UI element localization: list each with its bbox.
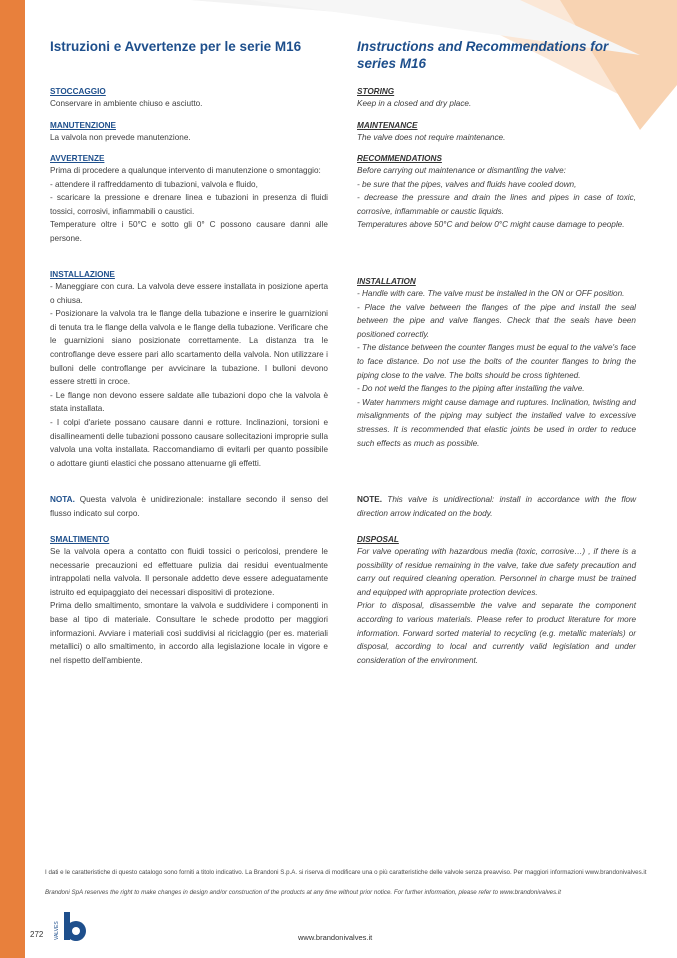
note-label-it: NOTA.: [50, 495, 75, 504]
installation-section-it: [50, 269, 328, 470]
installation-heading-en: INSTALLATION: [357, 277, 416, 286]
installation-heading-it: INSTALLAZIONE: [50, 270, 115, 279]
maintenance-heading-it: MANUTENZIONE: [50, 121, 116, 130]
warnings-line-4-it: Temperature oltre i 50°C e sotto gli 0° C possono causare danni alle persone.: [50, 220, 328, 243]
installation-line-3-en: - The distance between the counter flanges must be equal to the valve's face to face distance. Do not use the bolts of the counter flanges to bring the piping close to the valve. The bolts should be cross tightened.: [357, 343, 636, 380]
recommendations-heading-en: RECOMMENDATIONS: [357, 154, 442, 163]
disclaimer-it: I dati e le caratteristiche di questo catalogo sono forniti a titolo indicativo. La Brandoni S.p.A. si riserva di modificare una o più caratteristiche delle valvole senza preavviso. Per maggiori informazioni www.brandonivalves.it: [45, 869, 647, 876]
warnings-line-3-it: - scaricare la pressione e drenare linea e tubazioni in presenza di fluidi tossici, corrosivi, infiammabili o caustici.: [50, 193, 328, 216]
page-title-en: Instructions and Recommendations for series M16: [357, 39, 609, 71]
disposal-section-en: [357, 534, 636, 667]
storage-text-it: Conservare in ambiente chiuso e asciutto.: [50, 99, 203, 108]
installation-line-1-it: - Maneggiare con cura. La valvola deve essere installata in posizione aperta o chiusa.: [50, 282, 328, 305]
recommendations-line-3-en: - decrease the pressure and drain the lines and pipes in case of toxic, corrosive, inflammable or caustic liquids.: [357, 193, 636, 216]
recommendations-line-1-en: Before carrying out maintenance or dismantling the valve:: [357, 166, 566, 175]
brandoni-logo-icon: [55, 910, 91, 944]
disposal-line-1-it: Se la valvola opera a contatto con fluidi tossici o pericolosi, prendere le necessarie precauzioni ed effettuare pulizia dai residui eventualmente intrappolati nella valvola. Il personale addetto deve essere adeguatamente istruito ed equipaggiato dei necessari dispositivi di protezione.: [50, 547, 328, 597]
note-body-it: Questa valvola è unidirezionale: installare secondo il senso del flusso indicato sul corpo.: [50, 495, 328, 518]
page-number: 272: [30, 930, 44, 939]
storage-heading-en: STORING: [357, 87, 395, 96]
note-label-en: NOTE.: [357, 495, 383, 504]
recommendations-line-2-en: - be sure that the pipes, valves and fluids have cooled down,: [357, 179, 577, 189]
installation-line-5-en: - Water hammers might cause damage and ruptures. Inclination, twisting and misalignments of the piping may subject the installed valve to excessive stresses. It is recommended that elastic joints be used in order to reduce such effects as much as possible.: [357, 397, 636, 448]
logo-text: VALVES: [54, 921, 60, 940]
recommendations-line-4-en: Temperatures above 50°C and below 0°C might cause damage to people.: [357, 220, 625, 230]
disposal-heading-it: SMALTIMENTO: [50, 535, 110, 544]
maintenance-section-en: [357, 120, 636, 145]
storage-section-en: [357, 86, 636, 111]
warnings-line-1-it: Prima di procedere a qualunque intervento di manutenzione o smontaggio:: [50, 166, 321, 175]
disposal-line-1-en: For valve operating with hazardous media (toxic, corrosive…) , if there is a possibility of residue remaining in the valve, take due safety precaution and carry out required cleaning operation. Personnel in charge must be trained and equipped with appropriate protection devices.: [357, 547, 636, 597]
installation-line-2-en: - Place the valve between the flanges of the pipe and install the seal between the pipe and valve flanges. Check that the seals have been positioned correctly.: [357, 302, 636, 339]
installation-line-4-it: - I colpi d'ariete possano causare danni e rotture. Inclinazioni, torsioni e disallineamenti delle tubazioni possono causare sollecitazioni improprie sulla valvola una volta installata. Raccomandiamo di evitarli per quanto possibile o adottare giunti elastici che possano attenuarne gli effetti.: [50, 417, 328, 468]
note-section-en: [357, 493, 636, 520]
installation-line-4-en: - Do not weld the flanges to the piping after installing the valve.: [357, 384, 585, 394]
page-title-it: Istruzioni e Avvertenze per le serie M16: [50, 39, 302, 54]
warnings-line-2-it: - attendere il raffreddamento di tubazioni, valvola e fluido,: [50, 179, 258, 189]
disposal-heading-en: DISPOSAL: [357, 535, 399, 544]
english-column: [357, 38, 636, 665]
maintenance-section-it: [50, 120, 328, 145]
storage-section-it: [50, 86, 328, 111]
warnings-heading-it: AVVERTENZE: [50, 154, 105, 163]
installation-section-en: [357, 276, 636, 450]
maintenance-heading-en: MAINTENANCE: [357, 121, 418, 130]
note-text-en: [357, 493, 636, 520]
note-body-en: This valve is unidirectional: install in accordance with the flow direction arrow indicated on the body.: [357, 495, 636, 518]
storage-heading-it: STOCCAGGIO: [50, 87, 106, 96]
installation-line-2-it: - Posizionare la valvola tra le flange della tubazione e inserire le guarnizioni di tenuta tra le flange della valvola e le flange della tubazione. Verificare che le guarnizioni siano posizionate correttamente. La distanza tra le controflange deve essere pari allo scartamento della valvola. Non utilizzare i bulloni delle controflange per avvicinare la tubazione. I bulloni devono essere stretti in croce.: [50, 309, 328, 387]
installation-line-1-en: - Handle with care. The valve must be installed in the ON or OFF position.: [357, 289, 625, 298]
disposal-line-2-it: Prima dello smaltimento, smontare la valvola e suddividere i componenti in base al tipo di materiale. Consultare le schede prodotto per maggiori informazioni. Avviare i materiali così suddivisi al riciclaggio (per es. materiali metallici) o allo smaltimento, in accordo alla legislazione locale in vigore e nel rispetto dell'ambiente.: [50, 601, 328, 665]
note-section-it: [50, 493, 328, 520]
warnings-section-it: [50, 153, 328, 246]
disclaimer-en: Brandoni SpA reserves the right to make changes in design and/or construction of the products at any time without prior notice. For further information, please refer to www.brandonivalves.it: [45, 889, 562, 896]
storage-text-en: Keep in a closed and dry place.: [357, 99, 472, 108]
maintenance-text-it: La valvola non prevede manutenzione.: [50, 133, 191, 142]
installation-line-3-it: - Le flange non devono essere saldate alle tubazioni dopo che la valvola è stata installata.: [50, 390, 328, 414]
maintenance-text-en: The valve does not require maintenance.: [357, 133, 506, 142]
italian-column: [50, 38, 328, 665]
note-text-it: [50, 493, 328, 520]
disposal-line-2-en: Prior to disposal, disassemble the valve and separate the component according to various materials. Please refer to product literature for more information. Forward sorted material to recycling (e.g. metallic materials) or disposal, according to local and currently valid legislation and under consideration of the environment.: [357, 601, 636, 665]
recommendations-section-en: [357, 153, 636, 232]
disposal-section-it: [50, 534, 328, 667]
website-url[interactable]: www.brandonivalves.it: [298, 933, 373, 942]
